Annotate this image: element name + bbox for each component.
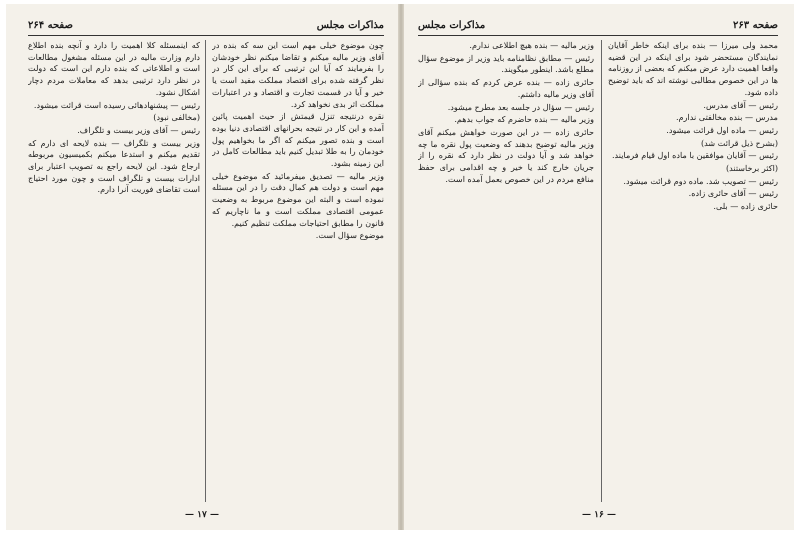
left-page-number: صفحه ۲۶۴ — [28, 19, 73, 31]
left-page-header — [28, 16, 384, 34]
paragraph: رئیس — آقای حائری زاده. — [688, 188, 778, 199]
paragraph: رئیس — ماده اول قرائت میشود. — [666, 124, 778, 135]
paragraph: رئیس — پیشنهادهائی رسیده است قرائت میشود. — [33, 99, 200, 110]
right-page-column-left — [418, 40, 594, 506]
paragraph: رئیس — تصویب شد. ماده دوم قرائت میشود. — [623, 175, 778, 186]
paragraph: رئیس — مطابق نظامنامه باید وزیر از موضوع سؤال مطلع باشد. اینطور میگویند. — [418, 52, 594, 75]
right-page — [404, 4, 794, 530]
paragraph: موضوع سؤال است. — [315, 230, 384, 241]
left-header-title: مذاکرات مجلس — [316, 19, 384, 31]
right-page-column-right — [608, 40, 778, 506]
paragraph: (مخالفی نبود) — [153, 112, 200, 123]
paragraph: وزیر بیست و تلگراف — بنده لایحه ای دارم که تقدیم میکنم و استدعا میکنم بکمیسیون مربوطه ارجاع شود. این لایحه راجع به تصویب اعتبار برای ادارات بیست و تلگراف است و چون مورد احتیاج است تقاضای فوریت آنرا دارم. — [28, 137, 200, 195]
paragraph: نقره درنتیجه تنزل قیمتش از حیث اهمیت پائین آمده و این کار در نتیجه بحرانهای اقتصادی دنیا بوده است و بنده تصور میکنم که اگر ما بخواهیم پول خودمان را به طلا تبدیل کنیم باید مطالعات کامل در این زمینه بشود. — [212, 111, 384, 169]
paragraph: (اکثر برخاستند) — [725, 163, 778, 174]
left-page-column-left — [28, 40, 200, 506]
paragraph: وزیر مالیه — بنده هیچ اطلاعی ندارم. — [469, 40, 594, 50]
left-page — [6, 4, 398, 530]
paragraph: مدرس — بنده مخالفتی ندارم. — [676, 112, 778, 123]
paragraph: رئیس — سؤال در جلسه بعد مطرح میشود. — [447, 101, 594, 112]
paragraph: حائری زاده — بلی. — [713, 201, 778, 212]
paragraph: (بشرح ذیل قرائت شد) — [701, 137, 778, 148]
paragraph: رئیس — آقای وزیر بیست و تلگراف. — [77, 124, 200, 135]
right-page-footer: — ۱۶ — — [582, 510, 616, 520]
paragraph: رئیس — آقایان موافقین با ماده اول قیام فرمایند. — [611, 150, 778, 161]
right-column-divider — [601, 40, 602, 502]
paragraph: حائری زاده — در این صورت خواهش میکنم آقای وزیر مالیه توضیح بدهند که وضعیت پول نقره ما چه خواهد شد و آیا دولت در نظر دارد که نقره را از جریان خارج کند یا خیر و چه اقدامی برای حفظ منافع مردم در این خصوص بعمل آمده است. — [418, 126, 594, 184]
right-page-number: صفحه ۲۶۳ — [733, 19, 778, 31]
book-spread — [6, 4, 794, 530]
paragraph: چون موضوع خیلی مهم است این سه که بنده در آقای وزیر مالیه میکنم و تقاضا میکنم نظر خودشان را بفرمایند که آیا این ترتیبی که برای این کار در نظر گرفته شده برای اقتصاد مملکت مفید است یا خیر و آیا در قسمت تجارت و اقتصاد و در اعتبارات مملکت اثر بدی نخواهد کرد. — [212, 40, 384, 109]
paragraph: رئیس — آقای مدرس. — [703, 99, 778, 110]
left-page-column-right — [212, 40, 384, 506]
right-header-title: مذاکرات مجلس — [418, 19, 486, 31]
paragraph: وزیر مالیه — تصدیق میفرمائید که موضوع خیلی مهم است و دولت هم کمال دقت را در این مسئله نموده است و البته این موضوع مربوط به وضعیت عمومی اقتصادی مملکت است و ما ناچاریم که قانون را مطابق احتیاجات مملکت تنظیم کنیم. — [212, 170, 384, 228]
left-column-divider — [205, 40, 206, 502]
paragraph: وزیر مالیه — بنده حاضرم که جواب بدهم. — [454, 114, 594, 125]
paragraph: که اینمسئله کلا اهمیت را دارد و آنچه بنده اطلاع دارم وزارت مالیه در این مسئله مشغول مطالعات است و اطلاعاتی که بنده دارم این است که دولت در نظر دارد ترتیبی بدهد که معاملات مردم دچار اشکال نشود. — [28, 40, 200, 97]
paragraph: حائری زاده — بنده عرض کردم که بنده سؤالی از آقای وزیر مالیه داشتم. — [418, 77, 594, 99]
left-page-footer: — ۱۷ — — [185, 510, 219, 520]
left-header-rule — [28, 35, 384, 36]
paragraph: محمد ولی میرزا — بنده برای اینکه خاطر آقایان نمایندگان مستحضر شود برای اینکه در این قضیه واقعا اهمیت دارد عرض میکنم که بعضی از روزنامه ها در این خصوص مطالبی نوشته اند که باید توضیح داده شود. — [608, 40, 778, 97]
right-page-header — [418, 16, 778, 34]
right-header-rule — [418, 35, 778, 36]
